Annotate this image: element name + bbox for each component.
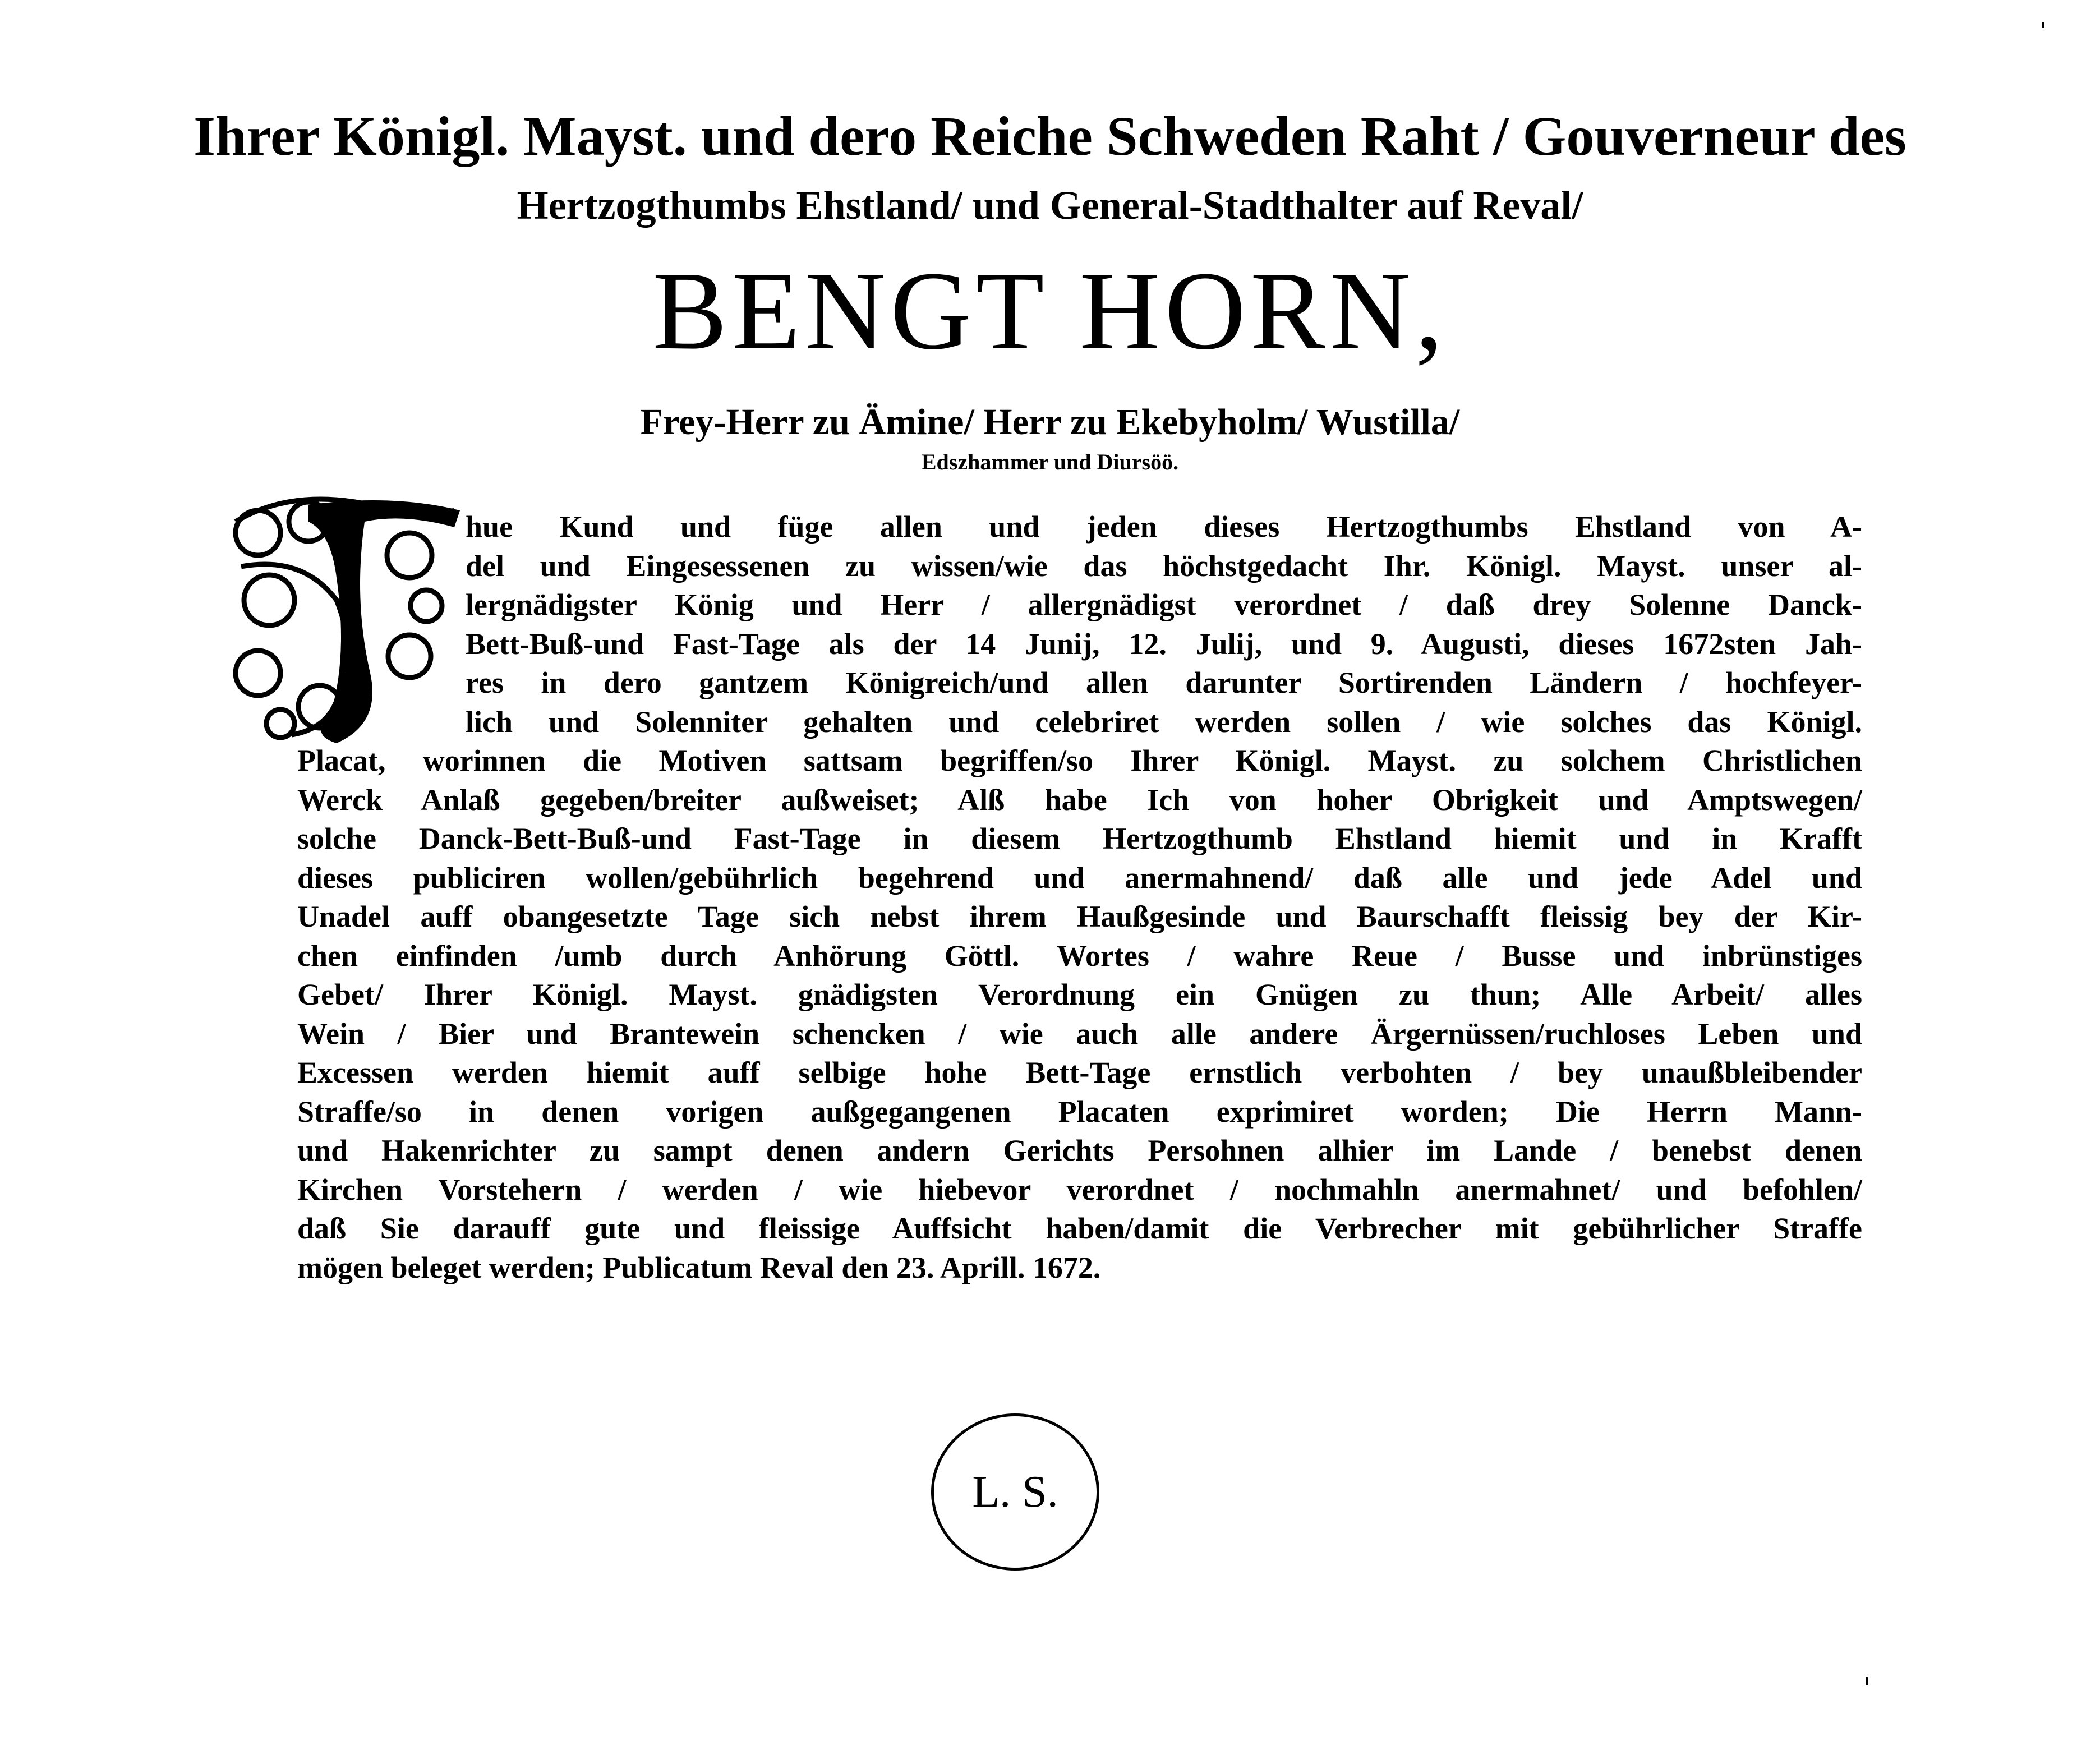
body-line: Bett-Buß-und Fast-Tage als der 14 Junij, 12. Julij, und 9. Augusti, dieses 1672sten Jah- [466, 627, 1862, 661]
scan-speck [2042, 22, 2044, 28]
titles-line-2: Edszhammer und Diursöö. [921, 449, 1179, 475]
body-line: res in dero gantzem Königreich/und allen darunter Sortirenden Ländern / hochfeyer- [466, 666, 1862, 699]
body-line: chen einfinden /umb durch Anhörung Göttl. Wortes / wahre Reue / Busse und inbrünstiges [297, 938, 1862, 973]
body-line: Gebet/ Ihrer Königl. Mayst. gnädigsten Verordnung ein Gnügen zu thun; Alle Arbeit/ alles [297, 978, 1862, 1011]
body-line: Straffe/so in denen vorigen außgegangenen Placaten exprimiret worden; Die Herrn Mann- [297, 1094, 1862, 1129]
body-line: del und Eingesessenen zu wissen/wie das höchstgedacht Ihr. Königl. Mayst. unser al- [466, 549, 1862, 583]
title-line-1: Ihrer Königl. Mayst. und dero Reiche Schweden Raht / Gouverneur des [194, 105, 1906, 167]
body-line: lich und Solenniter gehalten und celebriret werden sollen / wie solches das Königl. [466, 704, 1862, 739]
title-line-2: Hertzogthumbs Ehstland/ und General-Stadthalter auf Reval/ [517, 183, 1583, 228]
body-line: daß Sie darauff gute und fleissige Auffsicht haben/damit die Verbrecher mit gebührlicher Straffe [297, 1212, 1862, 1245]
body-line: Werck Anlaß gegeben/breiter außweiset; Alß habe Ich von hoher Obrigkeit und Amptswegen/ [297, 782, 1862, 817]
seal-locus-sigilli [931, 1413, 1099, 1571]
body-line: hue Kund und füge allen und jeden dieses Hertzogthumbs Ehstland von A- [466, 510, 1862, 544]
body-line: Unadel auff obangesetzte Tage sich nebst ihrem Haußgesinde und Baurschafft fleissig bey der Kir- [297, 900, 1862, 933]
ornamental-dropcap-icon [224, 488, 466, 746]
scan-speck [1866, 1677, 1868, 1685]
body-line: Placat, worinnen die Motiven sattsam begriffen/so Ihrer Königl. Mayst. zu solchem Christlichen [297, 744, 1862, 777]
body-line: Kirchen Vorstehern / werden / wie hiebevor verordnet / nochmahln anermahnet/ und befohlen/ [297, 1172, 1862, 1207]
governor-name: BENGT HORN, [652, 249, 1448, 373]
seal-text: L. S. [972, 1467, 1058, 1517]
body-line: Excessen werden hiemit auff selbige hohe Bett-Tage ernstlich verbohten / bey unaußbleibender [297, 1056, 1862, 1089]
body-line: mögen beleget werden; Publicatum Reval den 23. Aprill. 1672. [297, 1250, 1101, 1284]
titles-line: Frey-Herr zu Ämine/ Herr zu Ekebyholm/ Wustilla/ [640, 402, 1460, 443]
body-line: lergnädigster König und Herr / allergnädigst verordnet / daß drey Solenne Danck- [466, 588, 1862, 621]
body-line: und Hakenrichter zu sampt denen andern Gerichts Persohnen alhier im Lande / benebst denen [297, 1134, 1862, 1167]
dropcap-letter: T [345, 673, 346, 674]
body-line: dieses publiciren wollen/gebührlich begehrend und anermahnend/ daß alle und jede Adel und [297, 860, 1862, 895]
body-line: solche Danck-Bett-Buß-und Fast-Tage in diesem Hertzogthumb Ehstland hiemit und in Krafft [297, 822, 1862, 855]
body-line: Wein / Bier und Brantewein schencken / wie auch alle andere Ärgernüssen/ruchloses Leben und [297, 1016, 1862, 1051]
